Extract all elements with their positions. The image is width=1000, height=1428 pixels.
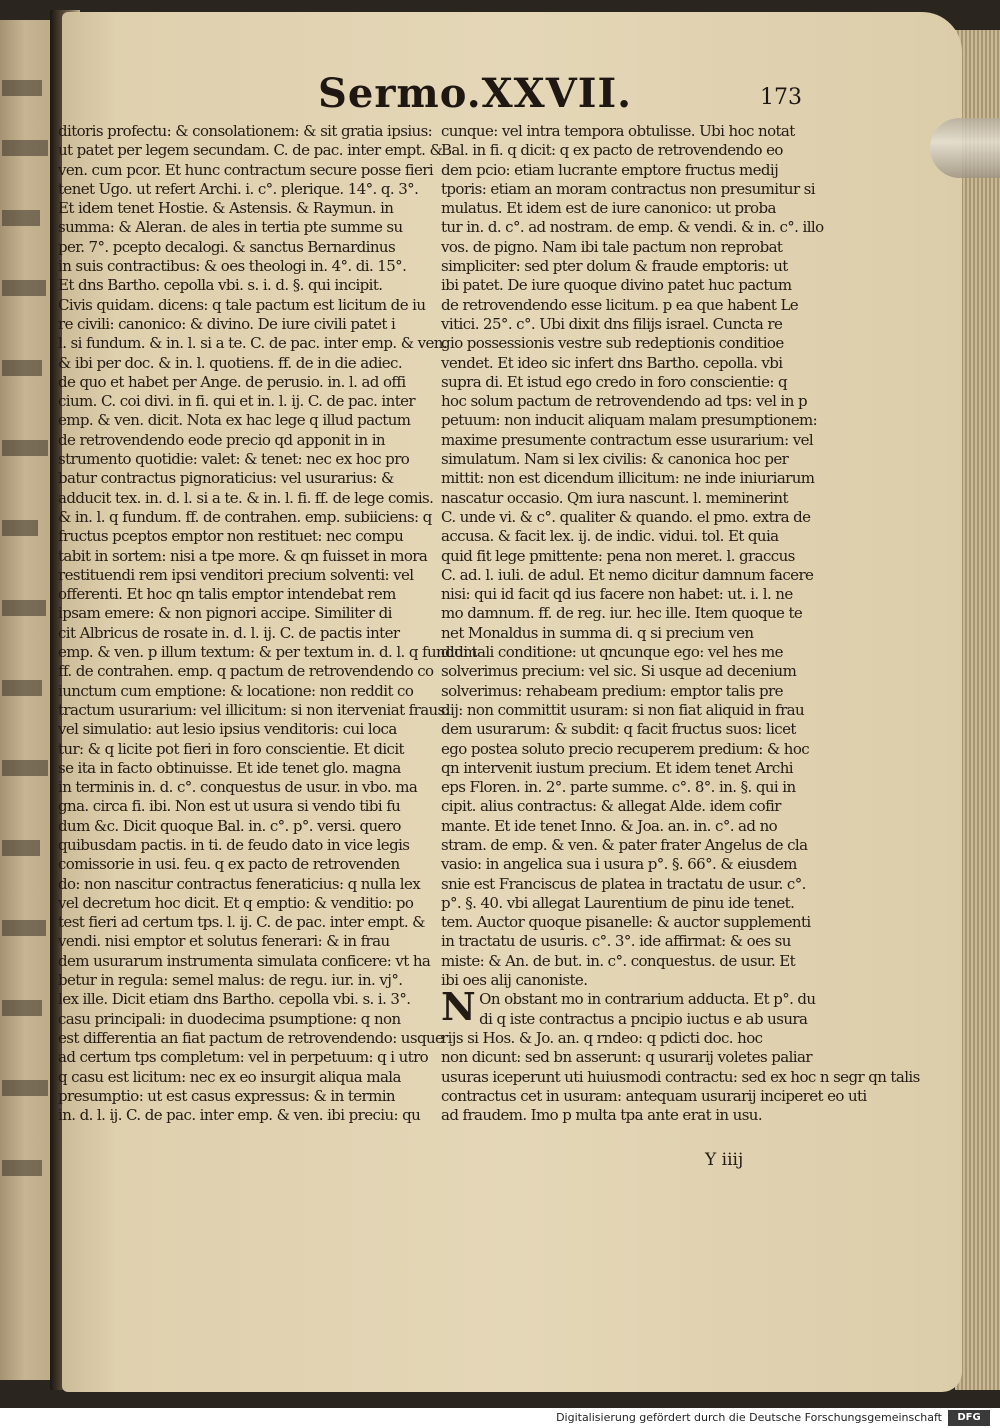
text-line: ad certum tps completum: vel in perpetuum: q i utro [58,1048,429,1067]
text-line: nisi: qui id facit qd ius facere non habet: ut. i. l. ne [441,585,793,604]
text-line: test fieri ad certum tps. l. ij. C. de pac. inter empt. & [58,913,425,932]
text-line: cium. C. coi divi. in fi. qui et in. l. ij. C. de pac. inter [58,392,415,411]
text-line: didi tali conditione: ut qncunque ego: vel hes me [441,643,783,662]
text-line: usuras iceperunt uti huiusmodi contractu: sed ex hoc n segr qn talis [441,1067,920,1086]
text-line: ut patet per legem secundam. C. de pac. inter empt. & [58,141,443,160]
text-line: p°. §. 40. vbi allegat Laurentium de pinu ide tenet. [441,893,795,912]
signature-mark: Y iiij [705,1150,744,1170]
text-line: contractus cet in usuram: antequam usurarij inciperet eo uti [441,1086,867,1105]
text-line: presumptio: ut est casus expressus: & in termin [58,1086,395,1105]
text-line: mo damnum. ff. de reg. iur. hec ille. Item quoque te [441,604,803,623]
text-line: tem. Auctor quoque pisanelle: & auctor supplementi [441,913,811,932]
paragraph-with-initial [441,984,920,1125]
text-line: cit Albricus de rosate in. d. l. ij. C. de pactis inter [58,623,400,642]
text-line: quibusdam pactis. in ti. de feudo dato in vice legis [58,835,410,854]
text-line: non dicunt: sed bn asserunt: q usurarij voletes paliar [441,1048,812,1067]
text-line: batur contractus pignoraticius: vel usurarius: & [58,469,394,488]
text-line: iunctum cum emptione: & locatione: non reddit co [58,681,414,700]
text-line: net Monaldus in summa di. q si precium ven [441,623,754,642]
running-head: Sermo.XXVII. [318,70,633,117]
text-line: gna. circa fi. ibi. Non est ut usura si vendo tibi fu [58,797,401,816]
text-line: in suis contractibus: & oes theologi in. 4°. di. 15°. [58,257,407,276]
text-line: On obstant mo in contrarium adducta. Et p°. du [479,990,816,1009]
text-line: accusa. & facit lex. ij. de indic. vidui. tol. Et quia [441,527,779,546]
text-line: adducit tex. in. d. l. si a te. & in. l. fi. ff. de lege comis. [58,488,434,507]
text-line: tractum usurarium: vel illicitum: si non iterveniat fraus: [58,700,450,719]
text-line: eps Floren. in. 2°. parte summe. c°. 8°. in. §. qui in [441,778,796,797]
text-line: vendi. nisi emptor et solutus fenerari: & in frau [58,932,390,951]
text-line: vel decretum hoc dicit. Et q emptio: & venditio: po [58,893,414,912]
text-line: ibi oes alij canoniste. [441,971,588,990]
text-line: strumento quotidie: valet: & tenet: nec ex hoc pro [58,450,410,469]
text-line: cunque: vel intra tempora obtulisse. Ubi hoc notat [441,122,795,140]
folio-number: 173 [760,85,802,110]
text-line: solverimus: rehabeam predium: emptor talis pre [441,681,783,700]
text-line: de quo et habet per Ange. de perusio. in. l. ad offi [58,372,406,391]
text-line: supra di. Et istud ego credo in foro conscientie: q [441,372,788,391]
text-line: snie est Franciscus de platea in tractatu de usur. c°. [441,874,806,893]
text-line: vasio: in angelica sua i usura p°. §. 66°. & eiusdem [441,855,797,874]
text-line: Et dns Bartho. cepolla vbi. s. i. d. §. qui incipit. [58,276,383,295]
text-line: ditoris profectu: & consolationem: & sit gratia ipsius: [58,122,433,140]
text-line: quid fit lege pmittente: pena non meret. l. graccus [441,546,795,565]
text-line: ff. de contrahen. emp. q pactum de retrovendendo co [58,662,434,681]
text-line: rijs si Hos. & Jo. an. q rndeo: q pdicti doc. hoc [441,1028,763,1047]
text-line: tenet Ugo. ut refert Archi. i. c°. plerique. 14°. q. 3°. [58,179,419,198]
text-line: l. si fundum. & in. l. si a te. C. de pac. inter emp. & ven. [58,334,448,353]
text-line: tur in. d. c°. ad nostram. de emp. & vendi. & in. c°. illo [441,218,824,237]
initial-letter: N [441,984,476,1030]
text-line: de retrovendendo eode precio qd apponit in in [58,430,385,449]
text-line: q casu est licitum: nec ex eo insurgit aliqua mala [58,1067,401,1086]
text-line: comissorie in usi. feu. q ex pacto de retrovenden [58,855,400,874]
text-line: hoc solum pactum de retrovendendo ad tps: vel in p [441,392,807,411]
text-line: emp. & ven. p illum textum: & per textum in. d. l. q fundum [58,643,477,662]
text-line: dem pcio: etiam lucrante emptore fructus medij [441,160,779,179]
text-line: vitici. 25°. c°. Ubi dixit dns filijs israel. Cuncta re [441,314,783,333]
text-line: emp. & ven. dicit. Nota ex hac lege q illud pactum [58,411,411,430]
text-line: miste: & An. de but. in. c°. conquestus. de usur. Et [441,951,796,970]
text-line: mulatus. Et idem est de iure canonico: ut proba [441,199,776,218]
digitization-credit: Digitalisierung gefördert durch die Deutsche Forschungsgemeinschaft [556,1411,942,1424]
text-column-left [58,122,477,1125]
text-line: C. unde vi. & c°. qualiter & quando. el pmo. extra de [441,507,811,526]
text-line: solverimus precium: vel sic. Si usque ad decenium [441,662,797,681]
text-line: tur: & q licite pot fieri in foro conscientie. Et dicit [58,739,404,758]
text-line: petuum: non inducit aliquam malam presumptionem: [441,411,818,430]
text-line: vos. de pigno. Nam ibi tale pactum non reprobat [441,237,783,256]
text-line: mittit: non est dicendum illicitum: ne inde iniuriarum [441,469,815,488]
text-line: est differentia an fiat pactum de retrovendendo: usque [58,1028,444,1047]
text-line: & in. l. q fundum. ff. de contrahen. emp. subiiciens: q [58,507,432,526]
text-line: ibi patet. De iure quoque divino patet huc pactum [441,276,792,295]
text-line: Civis quidam. dicens: q tale pactum est licitum de iu [58,295,426,314]
dfg-logo: DFG [948,1410,990,1426]
text-line: C. ad. l. iuli. de adul. Et nemo dicitur damnum facere [441,565,814,584]
text-line: gio possessionis vestre sub redeptionis conditioe [441,334,784,353]
text-line: de retrovendendo esse licitum. p ea que habent Le [441,295,799,314]
text-line: qn intervenit iustum precium. Et idem tenet Archi [441,758,793,777]
text-line: summa: & Aleran. de ales in tertia pte summe su [58,218,403,237]
text-line: ipsam emere: & non pignori accipe. Similiter di [58,604,392,623]
text-line: re civili: canonico: & divino. De iure civili patet i [58,314,396,333]
text-line: lex ille. Dicit etiam dns Bartho. cepolla vbi. s. i. 3°. [58,990,411,1009]
text-line: mante. Et ide tenet Inno. & Joa. an. in. c°. ad no [441,816,778,835]
text-line: dem usurarum instrumenta simulata conficere: vt ha [58,951,431,970]
text-line: tabit in sortem: nisi a tpe more. & qn fuisset in mora [58,546,428,565]
text-line: ad fraudem. Imo p multa tpa ante erat in usu. [441,1106,763,1125]
text-line: do: non nascitur contractus feneraticius: q nulla lex [58,874,421,893]
text-line: in terminis in. d. c°. conquestus de usur. in vbo. ma [58,778,418,797]
text-line: Bal. in fi. q dicit: q ex pacto de retrovendendo eo [441,141,783,160]
text-line: vel simulatio: aut lesio ipsius venditoris: cui loca [58,720,397,739]
text-line: restituendi rem ipsi venditori precium solventi: vel [58,565,414,584]
text-line: per. 7°. pcepto decalogi. & sanctus Bernardinus [58,237,396,256]
text-line: simulatum. Nam si lex civilis: & canonica hoc per [441,450,789,469]
text-line: vendet. Et ideo sic infert dns Bartho. cepolla. vbi [441,353,783,372]
text-line: in. d. l. ij. C. de pac. inter emp. & ven. ibi preciu: qu [58,1106,421,1125]
text-line: di q iste contractus a pncipio iuctus e ab usura [479,1009,808,1028]
text-line: cipit. alius contractus: & allegat Alde. idem cofir [441,797,781,816]
page-clasp [930,118,1000,178]
text-line: offerenti. Et hoc qn talis emptor intendebat rem [58,585,396,604]
text-line: ego postea soluto precio recuperem predium: & hoc [441,739,810,758]
text-line: dij: non committit usuram: si non fiat aliquid in frau [441,700,805,719]
text-line: & ibi per doc. & in. l. quotiens. ff. de in die adiec. [58,353,403,372]
text-line: betur in regula: semel malus: de regu. iur. in. vj°. [58,971,403,990]
text-column-right [441,122,920,1125]
text-line: fructus pceptos emptor non restituet: nec compu [58,527,404,546]
text-line: casu principali: in duodecima psumptione: q non [58,1009,401,1028]
text-line: in tractatu de usuris. c°. 3°. ide affirmat: & oes su [441,932,791,951]
text-line: se ita in facto obtinuisse. Et ide tenet glo. magna [58,758,401,777]
text-line: dum &c. Dicit quoque Bal. in. c°. p°. versi. quero [58,816,401,835]
text-line: dem usurarum: & subdit: q facit fructus suos: licet [441,720,796,739]
text-line: maxime presumente contractum esse usurarium: vel [441,430,814,449]
text-line: stram. de emp. & ven. & pater frater Angelus de cla [441,835,808,854]
text-line: simpliciter: sed pter dolum & fraude emptoris: ut [441,257,788,276]
text-line: ven. cum pcor. Et hunc contractum secure posse fieri [58,160,434,179]
text-line: Et idem tenet Hostie. & Astensis. & Raymun. in [58,199,394,218]
text-line: tporis: etiam an moram contractus non presumitur si [441,179,815,198]
text-line: nascatur occasio. Qm iura nascunt. l. meminerint [441,488,788,507]
